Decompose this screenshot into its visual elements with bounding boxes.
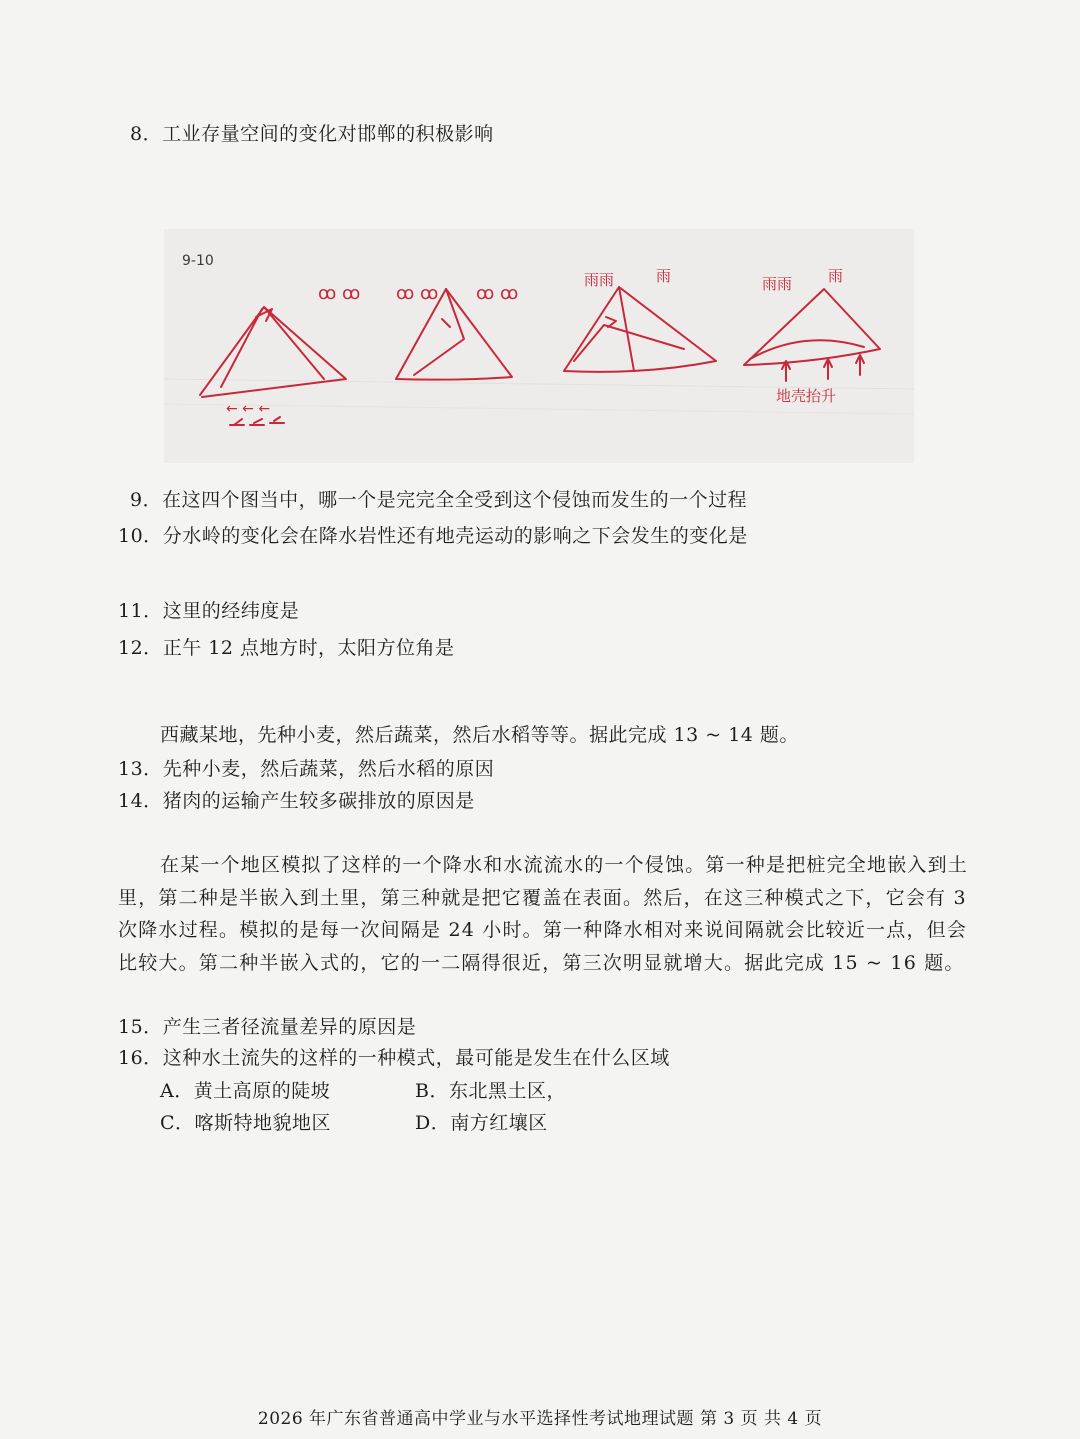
question-text: 猪肉的运输产生较多碳排放的原因是 — [162, 790, 475, 812]
question-15 — [118, 1013, 416, 1041]
sketch4-rain-label-right: 雨 — [828, 267, 844, 285]
sketch4-rain-label-left: 雨雨 — [762, 275, 793, 293]
option-c: C．喀斯特地貌地区 — [160, 1112, 332, 1134]
question-text: 先种小麦，然后蔬菜，然后水稻的原因 — [162, 758, 495, 780]
sketch2-rain-symbols-left: ꝏ ꝏ — [396, 283, 439, 304]
question-text: 正午 12 点地方时，太阳方位角是 — [162, 637, 455, 659]
question-number: 11． — [118, 600, 163, 622]
question-text: 在这四个图当中，哪一个是完完全全受到这个侵蚀而发生的一个过程 — [162, 489, 748, 511]
question-16 — [118, 1044, 670, 1072]
question-number: 12． — [118, 637, 163, 659]
question-11 — [118, 597, 299, 625]
option-a: A．黄土高原的陡坡 — [160, 1080, 331, 1102]
question-9 — [130, 486, 747, 514]
question-14 — [118, 787, 475, 815]
question-text: 产生三者径流量差异的原因是 — [162, 1016, 417, 1038]
intro-text: 西藏某地，先种小麦，然后蔬菜，然后水稻等等。据此完成 13 ~ 14 题。 — [160, 724, 799, 746]
sketch4-uplift-note: 地壳抬升 — [776, 387, 837, 405]
intro-text: 在某一个地区模拟了这样的一个降水和水流流水的一个侵蚀。第一种是把桩完全地嵌入到土里，第二种是半嵌入到土里，第三种就是把它覆盖在表面。然后，在这三种模式之下，它会有 3 次降水过程。模拟的是每一次间隔是 24 小时。第一种降水相对来说间隔就会比较近一点，但会比较大。第二种半嵌入式的，它的一二隔得很近，第三次明显就增大。据此完成 15 ~ 16 题。 — [118, 854, 969, 974]
question-text: 分水岭的变化会在降水岩性还有地壳运动的影响之下会发生的变化是 — [162, 525, 748, 547]
question-number: 8． — [130, 123, 163, 145]
question-text: 工业存量空间的变化对邯郸的积极影响 — [162, 123, 494, 145]
question-10 — [118, 522, 748, 550]
sketch2-rain-symbols-right: ꝏ ꝏ — [476, 283, 519, 304]
sketch3-rain-label-left: 雨雨 — [584, 271, 615, 289]
question-12 — [118, 634, 454, 662]
intro-15-16 — [118, 849, 970, 979]
question-number: 9． — [130, 489, 163, 511]
option-b: B．东北黑土区， — [415, 1080, 566, 1102]
question-number: 13． — [118, 758, 163, 780]
question-text: 这种水土流失的这样的一种模式，最可能是发生在什么区域 — [162, 1047, 670, 1069]
sketch1-rain-symbols: ꝏ ꝏ — [318, 283, 361, 304]
question-number: 16． — [118, 1047, 163, 1069]
question-13 — [118, 755, 494, 783]
question-8 — [130, 120, 494, 148]
question-number: 15． — [118, 1016, 163, 1038]
page-footer: 2026 年广东省普通高中学业与水平选择性考试地理试题 第 3 页 共 4 页 — [257, 1409, 823, 1429]
sketch-drawing — [164, 229, 914, 463]
sketch-label: 9-10 — [182, 253, 214, 269]
question-text: 这里的经纬度是 — [162, 600, 300, 622]
option-d: D．南方红壤区 — [415, 1112, 548, 1134]
question-number: 14． — [118, 790, 163, 812]
sketch1-flow-arrows: ← ← ← — [226, 401, 271, 417]
sketch3-rain-label-right: 雨 — [656, 267, 672, 285]
question-number: 10． — [118, 525, 163, 547]
intro-13-14 — [160, 721, 799, 749]
handwritten-sketch-photo — [164, 229, 914, 463]
